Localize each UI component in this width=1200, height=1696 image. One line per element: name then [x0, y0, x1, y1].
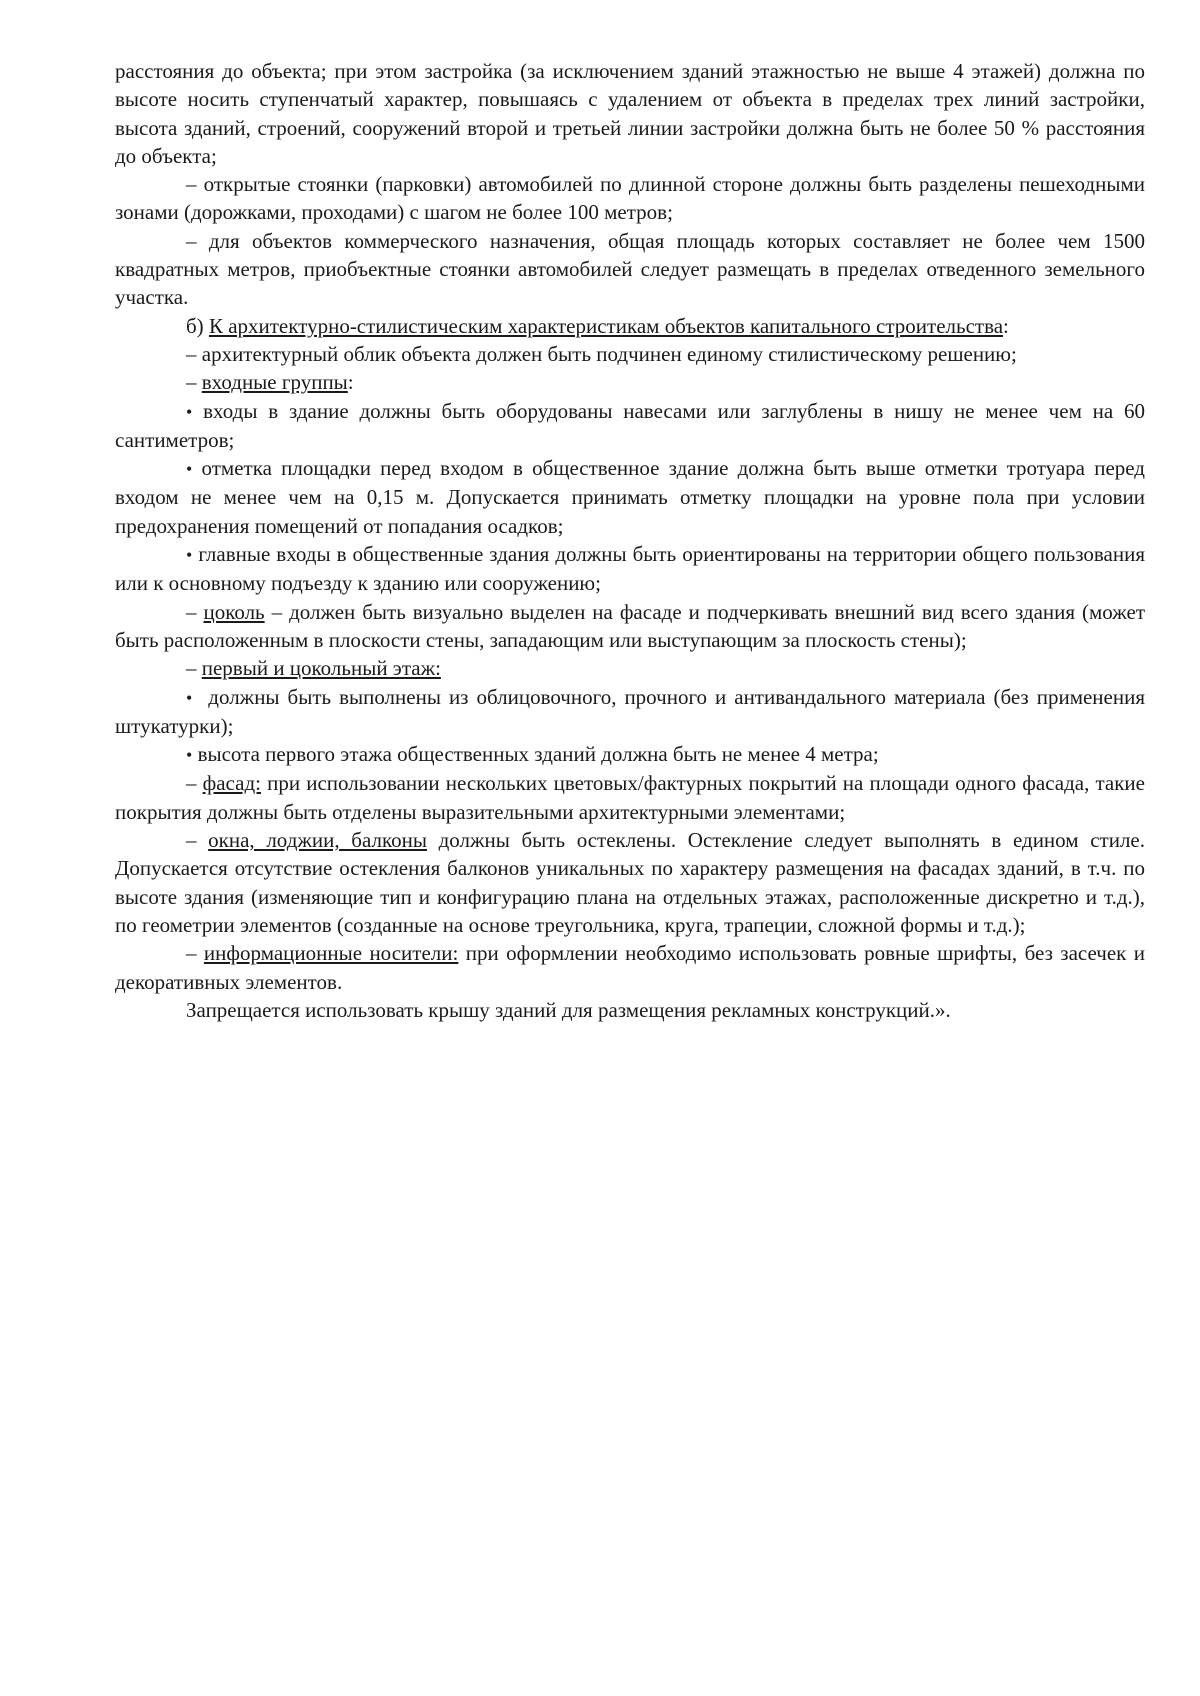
- paragraph-facade: [115, 769, 1145, 826]
- bullet-icon: •: [186, 401, 193, 422]
- bullet-first-floor-height: [115, 740, 1145, 769]
- bullet-text: высота первого этажа общественных зданий должна быть не менее 4 метра;: [197, 742, 879, 767]
- bullet-icon: •: [186, 459, 193, 480]
- term-suffix: :: [347, 370, 354, 395]
- bullet-text: главные входы в общественные здания должны быть ориентированы на территории общего пользования или к основному подъезду к зданию или сооружению;: [115, 542, 1146, 596]
- bullet-icon: •: [186, 745, 193, 766]
- bullet-cladding-material: [115, 683, 1145, 741]
- dash-marker: –: [186, 941, 204, 966]
- dash-marker: –: [186, 828, 209, 853]
- dash-marker: –: [186, 370, 202, 395]
- bullet-platform-level: [115, 454, 1145, 540]
- subheading-first-floor: [115, 654, 1145, 682]
- bullet-icon: •: [186, 687, 193, 708]
- term-text: при использовании нескольких цветовых/фактурных покрытий на площади одного фасада, такие покрытия должны быть отделены выразительными архитектурными элементами;: [115, 771, 1145, 824]
- dash-marker: –: [186, 771, 203, 796]
- bullet-main-entrances: [115, 540, 1145, 598]
- dash-marker: –: [186, 656, 202, 681]
- paragraph-information-signs: [115, 939, 1145, 996]
- paragraph-commercial-parking: – для объектов коммерческого назначения, общая площадь которых составляет не более чем 1500 квадратных метров, приобъектные стоянки автомобилей следует размещать в пределах отведенного земельного участка.: [115, 228, 1145, 310]
- bullet-entrance-canopies: [115, 397, 1145, 455]
- paragraph-windows-balconies: [115, 826, 1145, 939]
- document-page: [115, 57, 1145, 1024]
- term-entrance-groups: входные группы: [201, 370, 348, 395]
- section-heading-suffix: :: [1003, 313, 1009, 338]
- bullet-icon: •: [186, 545, 193, 566]
- term-first-floor: первый и цокольный этаж:: [201, 656, 441, 681]
- term-text: должны быть остеклены. Остекление следует выполнять в едином стиле. Допускается отсутствие остекления балконов уникальных по характеру размещения на фасадах зданий, в т.ч. по высоте здания (изменяющие тип и конфигурацию плана на отдельных этажах, расположенные дискретно и т.д.), по геометрии элементов (созданные на основе треугольника, круга, трапеции, сложной формы и т.д.);: [115, 828, 1146, 937]
- paragraph-architectural-style: – архитектурный облик объекта должен быть подчинен единому стилистическому решению;: [186, 341, 1017, 366]
- term-text: при оформлении необходимо использовать ровные шрифты, без засечек и декоративных элементов.: [115, 941, 1145, 994]
- paragraph-distance-rule: расстояния до объекта; при этом застройка (за исключением зданий этажностью не выше 4 этажей) должна по высоте носить ступенчатый характер, повышаясь с удалением от объекта в пределах трех линий застройки, высота зданий, строений, сооружений второй и третьей линии застройки должна быть не более 50 % расстояния до объекта;: [115, 59, 1145, 168]
- term-text: – должен быть визуально выделен на фасаде и подчеркивать внешний вид всего здания (может быть расположенным в плоскости стены, западающим или выступающим за плоскость стены);: [115, 599, 1146, 652]
- paragraph-parking: – открытые стоянки (парковки) автомобилей по длинной стороне должны быть разделены пешеходными зонами (дорожками, проходами) с шагом не более 100 метров;: [115, 172, 1145, 225]
- bullet-text: входы в здание должны быть оборудованы навесами или заглублены в нишу не менее чем на 60 сантиметров;: [115, 398, 1146, 452]
- term-information-signs: информационные носители:: [203, 941, 459, 966]
- section-heading-prefix: б): [186, 313, 209, 338]
- paragraph-plinth: [115, 598, 1145, 655]
- bullet-text: отметка площадки перед входом в общественное здание должна быть выше отметки тротуара перед входом не менее чем на 0,15 м. Допускается принимать отметку площадки на уровне пола при условии предохранения помещений от попадания осадков;: [115, 456, 1145, 538]
- paragraph-roof-advertising: Запрещается использовать крышу зданий для размещения рекламных конструкций.».: [186, 997, 951, 1022]
- term-windows-balconies: окна, лоджии, балконы: [208, 828, 427, 853]
- term-plinth: цоколь: [203, 599, 265, 624]
- bullet-text: должны быть выполнены из облицовочного, прочного и антивандального материала (без применения штукатурки);: [115, 684, 1145, 738]
- section-heading-architecture: [115, 312, 1145, 340]
- subheading-entrance-groups: [115, 368, 1145, 396]
- section-heading-title: К архитектурно-стилистическим характеристикам объектов капитального строительства: [208, 313, 1004, 338]
- dash-marker: –: [186, 599, 204, 624]
- term-facade: фасад:: [202, 771, 261, 796]
